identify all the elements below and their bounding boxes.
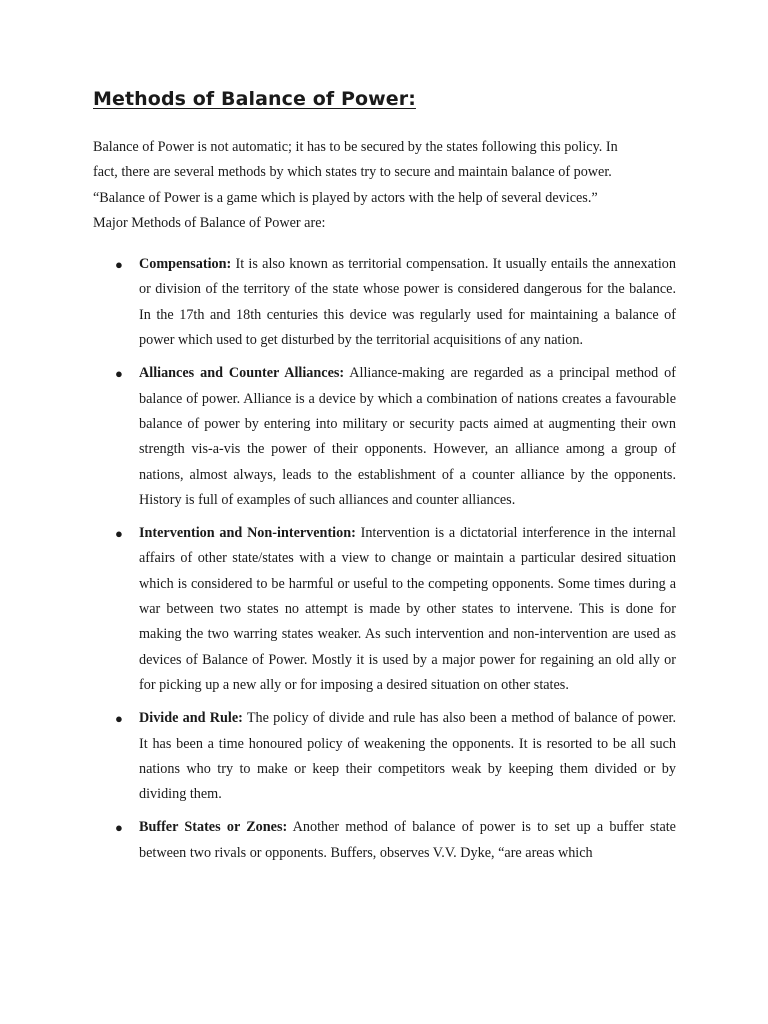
- bullet-icon: ●: [115, 526, 123, 542]
- intro-line: Major Methods of Balance of Power are:: [93, 214, 326, 231]
- intro-line: “Balance of Power is a game which is played by actors with the help of several devices.”: [93, 189, 598, 206]
- list-item-alliances: [93, 361, 676, 513]
- bullet-icon: ●: [115, 711, 123, 727]
- method-text: Another method of balance of power is to set up a buffer state between two rivals or opponents. Buffers, observes V.V. Dyke, “are areas which: [139, 819, 676, 861]
- method-text: It is also known as territorial compensation. It usually entails the annexation or division of the territory of the state whose power is considered dangerous for the balance. In the 17th and 18th centuries this device was regularly used for maintaining a balance of power which used to get disturbed by the territorial acquisitions of any nation.: [139, 256, 676, 349]
- method-text: Alliance-making are regarded as a principal method of balance of power. Alliance is a device by which a combination of nations creates a favourable balance of power by entering into military or security pacts aimed at augmenting their own strength vis-a-vis the power of their opponents. However, an alliance among a group of nations, almost always, leads to the establishment of a counter alliance by the opponents. History is full of examples of such alliances and counter alliances.: [139, 365, 676, 508]
- intro-line: Balance of Power is not automatic; it has to be secured by the states following this policy. In: [93, 139, 618, 155]
- intro-line: fact, there are several methods by which states try to secure and maintain balance of power.: [93, 164, 612, 181]
- page-title: Methods of Balance of Power:: [93, 88, 416, 110]
- list-item-compensation: [93, 252, 676, 353]
- bullet-icon: ●: [115, 257, 123, 273]
- list-item-buffer-states: [93, 815, 676, 866]
- method-term: Compensation:: [139, 256, 232, 273]
- method-term: Intervention and Non-intervention:: [139, 525, 356, 542]
- method-term: Divide and Rule:: [139, 710, 243, 727]
- method-term: Buffer States or Zones:: [139, 819, 288, 836]
- intro-paragraph: [93, 135, 676, 236]
- method-term: Alliances and Counter Alliances:: [139, 365, 345, 382]
- methods-list: [93, 252, 676, 866]
- bullet-icon: ●: [115, 366, 123, 382]
- list-item-intervention: [93, 521, 676, 698]
- method-text: Intervention is a dictatorial interference in the internal affairs of other state/states with a view to change or maintain a particular desired situation which is considered to be harmful or useful to the competing opponents. Some times during a war between two states no attempt is made by other states to intervene. This is done for making the two warring states weaker. As such intervention and non-intervention are used as devices of Balance of Power. Mostly it is used by a major power for regaining an old ally or for picking up a new ally or for imposing a desired situation on other states.: [139, 525, 676, 693]
- method-text: The policy of divide and rule has also been a method of balance of power. It has been a time honoured policy of weakening the opponents. It is resorted to be all such nations who try to make or keep their competitors weak by keeping them divided or by dividing them.: [139, 710, 676, 803]
- bullet-icon: ●: [115, 820, 123, 836]
- list-item-divide-and-rule: [93, 706, 676, 807]
